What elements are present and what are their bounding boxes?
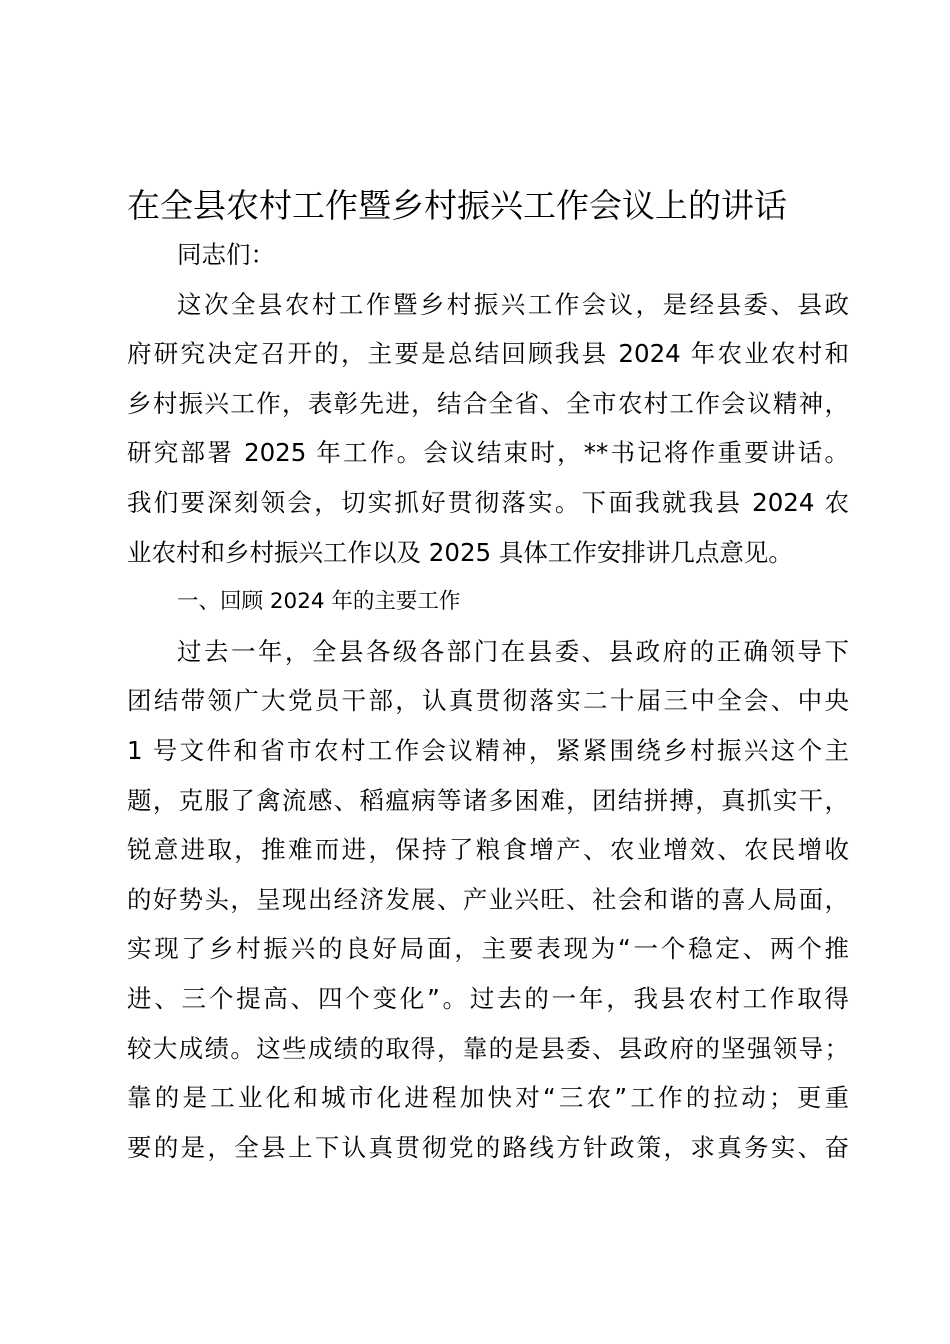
paragraph-line: 业农村和乡村振兴工作以及 2025 具体工作安排讲几点意见。 <box>127 537 793 567</box>
paragraph-line: 要的是，全县上下认真贯彻党的路线方针政策，求真务实、奋 <box>127 1132 849 1162</box>
paragraph-line: 这次全县农村工作暨乡村振兴工作会议，是经县委、县政 <box>177 289 849 319</box>
paragraph-line: 进、三个提高、四个变化”。过去的一年，我县农村工作取得 <box>127 983 849 1013</box>
paragraph-line: 实现了乡村振兴的良好局面，主要表现为“一个稳定、两个推 <box>127 934 849 964</box>
paragraph-line: 研究部署 2025 年工作。会议结束时，**书记将作重要讲话。 <box>127 438 849 468</box>
paragraph-line: 我们要深刻领会，切实抓好贯彻落实。下面我就我县 2024 农 <box>127 487 849 517</box>
paragraph-line: 团结带领广大党员干部，认真贯彻落实二十届三中全会、中央 <box>127 686 849 716</box>
paragraph-line: 乡村振兴工作，表彰先进，结合全省、全市农村工作会议精神， <box>127 388 849 418</box>
section-heading: 一、回顾 2024 年的主要工作 <box>177 589 461 615</box>
document-body <box>127 230 849 1172</box>
paragraph-line: 过去一年，全县各级各部门在县委、县政府的正确领导下 <box>177 636 849 666</box>
paragraph-line: 1 号文件和省市农村工作会议精神，紧紧围绕乡村振兴这个主 <box>127 735 849 765</box>
paragraph-line: 较大成绩。这些成绩的取得，靠的是县委、县政府的坚强领导； <box>127 1033 849 1063</box>
salutation: 同志们： <box>177 240 275 269</box>
paragraph-line: 的好势头，呈现出经济发展、产业兴旺、社会和谐的喜人局面， <box>127 884 849 914</box>
paragraph-line: 府研究决定召开的，主要是总结回顾我县 2024 年农业农村和 <box>127 339 849 369</box>
paragraph-line: 靠的是工业化和城市化进程加快对“三农”工作的拉动；更重 <box>127 1083 849 1113</box>
paragraph-line: 题，克服了禽流感、稻瘟病等诸多困难，团结拼搏，真抓实干， <box>127 785 849 815</box>
paragraph-line: 锐意进取，推难而进，保持了粮食增产、农业增效、农民增收 <box>127 835 849 865</box>
document-title: 在全县农村工作暨乡村振兴工作会议上的讲话 <box>127 186 787 225</box>
